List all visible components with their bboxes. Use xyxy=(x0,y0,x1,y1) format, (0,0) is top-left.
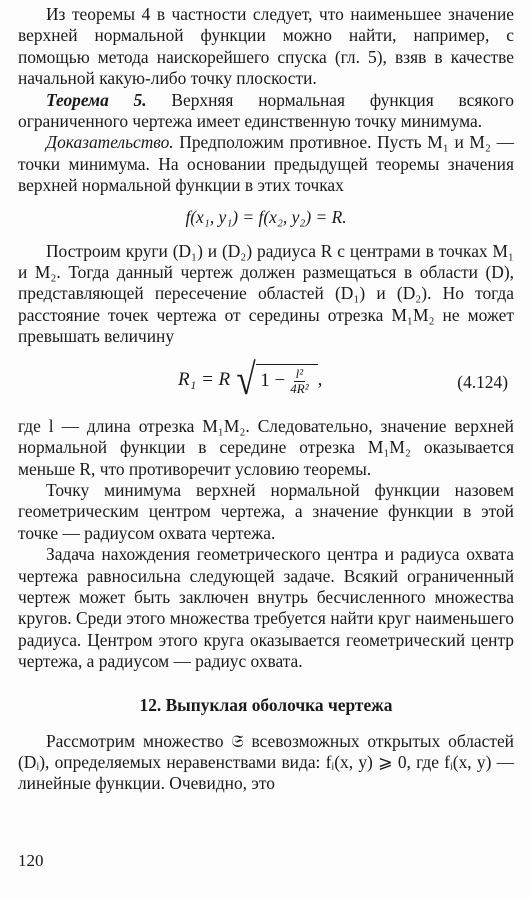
page-number: 120 xyxy=(18,851,44,870)
paragraph-conclusion: где l — длина отрезка M₁M₂. Следовательно, значение верхней нормальной функции в середине отрезка M₁M₂ оказывается меньше R, что противоречит условию теоремы. xyxy=(18,415,514,479)
proof-label: Доказательство. xyxy=(46,132,174,153)
theorem-label: Теорема 5. xyxy=(46,89,147,110)
page-body xyxy=(18,0,514,795)
radical-sign-icon: √ xyxy=(236,354,256,404)
radicand xyxy=(256,364,317,396)
proof-paragraph xyxy=(18,132,514,196)
paragraph-intro: Из теоремы 4 в частности следует, что наименьшее значение верхней нормальной функции можно найти, например, с помощью метода наискорейшего спуска (гл. 5), взяв в качестве начальной какую-либо точку плоскости. xyxy=(18,4,514,89)
paragraph-definition: Точку минимума верхней нормальной функции назовем геометрическим центром чертежа, а значение функции в этой точке — радиусом охвата чертежа. xyxy=(18,479,514,543)
equation-comma: , xyxy=(317,368,323,390)
paragraph-problem: Задача нахождения геометрического центра и радиуса охвата чертежа равносильна следующей задаче. Всякий ограниченный чертеж может быть заключен внутрь бесчисленного множества кругов. Среди этого множества требуется найти круг наименьшего радиуса. Центром этого круга оказывается геометрический центр чертежа, а радиусом — радиус охвата. xyxy=(18,544,514,672)
section-heading: 12. Выпуклая оболочка чертежа xyxy=(139,694,393,715)
fraction-denominator: 4R² xyxy=(290,380,309,396)
fraction xyxy=(288,367,310,396)
theorem-paragraph xyxy=(18,90,514,133)
sqrt-expression xyxy=(234,354,317,404)
paragraph-convex-hull: Рассмотрим множество 𝔖 всевозможных открытых областей (Dᵢ), определяемых неравенствами вида: fᵢ(x, y) ⩾ 0, где fᵢ(x, y) — линейные функции. Очевидно, это xyxy=(18,730,514,794)
paragraph-circles: Построим круги (D₁) и (D₂) радиуса R с центрами в точках M₁ и M₂. Тогда данный чертеж должен размещаться в области (D), представляющей пересечение областей (D₁) и (D₂). Но тогда расстояние точек чертежа от середины отрезка M₁M₂ не может превышать величину xyxy=(18,240,514,347)
formula-equal-values: f(x₁, y₁) = f(x₂, y₂) = R. xyxy=(185,206,347,227)
proof-text: Предположим противное. Пусть M₁ и M₂ — точки минимума. На основании предыдущей теоремы значения верхней нормальной функции в этих точках xyxy=(18,132,514,196)
fraction-numerator: l² xyxy=(295,365,304,381)
radicand-one-minus: 1 − xyxy=(260,370,286,392)
equation-lhs: R₁ = R xyxy=(178,368,231,390)
equation-4-124 xyxy=(18,352,514,414)
equation-number: (4.124) xyxy=(457,371,508,392)
theorem-text: Верхняя нормальная функция всякого ограниченного чертежа имеет единственную точку минимума. xyxy=(18,89,514,132)
equation-body xyxy=(178,354,323,404)
